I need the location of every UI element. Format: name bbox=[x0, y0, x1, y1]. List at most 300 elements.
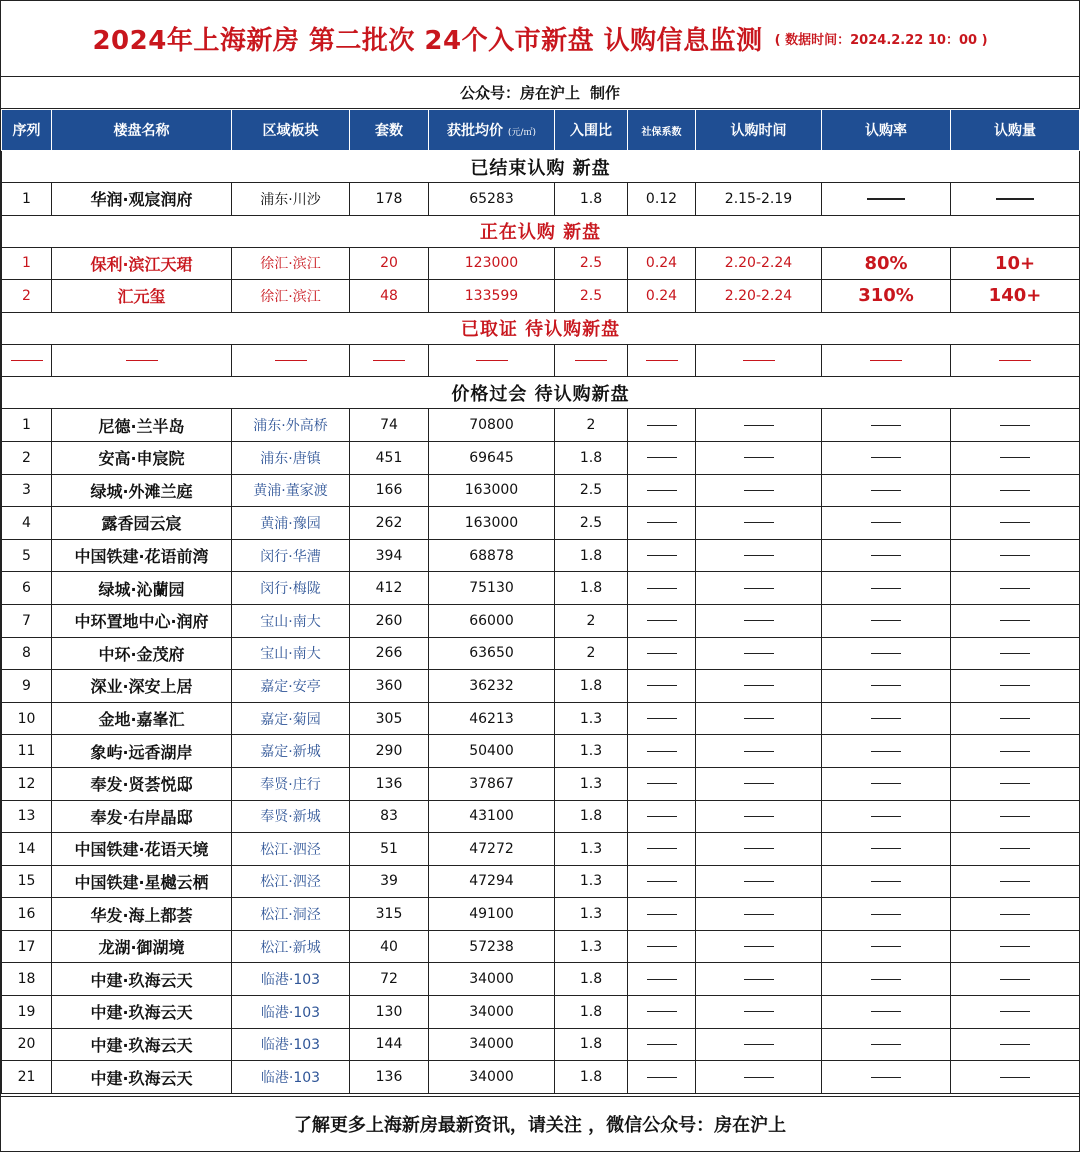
dash-mark bbox=[871, 848, 901, 849]
cell-social: 0.12 bbox=[628, 183, 696, 216]
cell-time bbox=[696, 996, 822, 1029]
cell-ratio: 1.3 bbox=[555, 833, 628, 866]
cell-units: 40 bbox=[350, 930, 429, 963]
cell-area: 浦东·川沙 bbox=[232, 183, 350, 216]
cell-amount bbox=[951, 996, 1080, 1029]
dash-mark bbox=[476, 360, 508, 361]
cell-social bbox=[628, 930, 696, 963]
dash-mark bbox=[647, 718, 677, 719]
cell-area: 嘉定·菊园 bbox=[232, 702, 350, 735]
cell-rate bbox=[822, 996, 951, 1029]
cell-social bbox=[628, 702, 696, 735]
cell-price: 57238 bbox=[429, 930, 555, 963]
dash-mark bbox=[871, 914, 901, 915]
cell-social bbox=[628, 800, 696, 833]
dash-mark bbox=[999, 360, 1031, 361]
dash-mark bbox=[647, 522, 677, 523]
table-row bbox=[2, 670, 1080, 703]
cell-price: 163000 bbox=[429, 474, 555, 507]
dash-mark bbox=[647, 457, 677, 458]
cell-social bbox=[628, 1061, 696, 1094]
header-ratio: 入围比 bbox=[555, 110, 628, 151]
cell-time bbox=[696, 930, 822, 963]
dash-mark bbox=[1000, 425, 1030, 426]
cell-amount bbox=[951, 507, 1080, 540]
cell-rate bbox=[822, 474, 951, 507]
cell-units: 290 bbox=[350, 735, 429, 768]
cell-rate bbox=[822, 1061, 951, 1094]
cell-index: 21 bbox=[2, 1061, 52, 1094]
cell-name: 华润·观宸润府 bbox=[52, 183, 232, 216]
cell-time bbox=[696, 604, 822, 637]
cell-amount bbox=[951, 441, 1080, 474]
cell-ratio: 2 bbox=[555, 409, 628, 442]
dash-mark bbox=[871, 555, 901, 556]
cell-time bbox=[696, 409, 822, 442]
table-row bbox=[2, 572, 1080, 605]
cell-amount bbox=[951, 183, 1080, 216]
cell-rate bbox=[822, 670, 951, 703]
dash-mark bbox=[744, 457, 774, 458]
dash-mark bbox=[647, 588, 677, 589]
cell-amount bbox=[951, 930, 1080, 963]
page-title: 2024年上海新房 第二批次 24个入市新盘 认购信息监测 bbox=[92, 26, 763, 56]
header-index: 序列 bbox=[2, 110, 52, 151]
cell-time bbox=[696, 898, 822, 931]
table-row bbox=[2, 930, 1080, 963]
cell-price: 70800 bbox=[429, 409, 555, 442]
dash-mark bbox=[1000, 816, 1030, 817]
cell-price: 49100 bbox=[429, 898, 555, 931]
subtitle-bar bbox=[1, 77, 1079, 109]
table-row bbox=[2, 344, 1080, 377]
cell-time bbox=[696, 963, 822, 996]
cell-units: 178 bbox=[350, 183, 429, 216]
cell-name: 露香园云宸 bbox=[52, 507, 232, 540]
cell-area: 嘉定·安亭 bbox=[232, 670, 350, 703]
dash-mark bbox=[126, 360, 158, 361]
cell-ratio: 1.8 bbox=[555, 996, 628, 1029]
cell-social: 0.24 bbox=[628, 247, 696, 280]
cell-price: 66000 bbox=[429, 604, 555, 637]
cell-area: 松江·泗泾 bbox=[232, 865, 350, 898]
cell-units: 136 bbox=[350, 1061, 429, 1094]
table-row bbox=[2, 963, 1080, 996]
cell-amount bbox=[951, 1028, 1080, 1061]
cell-index: 2 bbox=[2, 441, 52, 474]
dash-mark bbox=[647, 816, 677, 817]
dash-mark bbox=[871, 588, 901, 589]
data-time-note: ( 数据时间：2024.2.22 10：00 ) bbox=[774, 33, 988, 48]
header-price-unit: (元/㎡) bbox=[507, 128, 536, 138]
cell-time bbox=[696, 767, 822, 800]
dash-mark bbox=[871, 1011, 901, 1012]
cell-name: 汇元玺 bbox=[52, 280, 232, 313]
cell-area: 松江·泗泾 bbox=[232, 833, 350, 866]
cell-time bbox=[696, 735, 822, 768]
dash-mark bbox=[1000, 588, 1030, 589]
cell-name: 中环·金茂府 bbox=[52, 637, 232, 670]
cell-name: 绿城·沁蘭园 bbox=[52, 572, 232, 605]
dash-mark bbox=[647, 620, 677, 621]
subtitle-label: 公众号：房在沪上 bbox=[459, 84, 580, 102]
cell-area: 奉贤·庄行 bbox=[232, 767, 350, 800]
dash-mark bbox=[275, 360, 307, 361]
cell-area: 黄浦·豫园 bbox=[232, 507, 350, 540]
dash-mark bbox=[11, 360, 43, 361]
cell-name: 中建·玖海云天 bbox=[52, 1028, 232, 1061]
cell-time bbox=[696, 1061, 822, 1094]
dash-mark bbox=[871, 718, 901, 719]
dash-mark bbox=[647, 685, 677, 686]
cell-index: 3 bbox=[2, 474, 52, 507]
cell-name: 绿城·外滩兰庭 bbox=[52, 474, 232, 507]
dash-mark bbox=[646, 360, 678, 361]
cell-index: 8 bbox=[2, 637, 52, 670]
header-price-label: 获批均价 bbox=[447, 123, 504, 139]
cell-ratio: 1.8 bbox=[555, 963, 628, 996]
cell-index: 12 bbox=[2, 767, 52, 800]
dash-mark bbox=[647, 979, 677, 980]
cell-empty bbox=[232, 344, 350, 377]
cell-amount bbox=[951, 409, 1080, 442]
cell-area: 徐汇·滨江 bbox=[232, 280, 350, 313]
cell-amount bbox=[951, 474, 1080, 507]
cell-index: 20 bbox=[2, 1028, 52, 1061]
header-area: 区域板块 bbox=[232, 110, 350, 151]
dash-mark bbox=[647, 1011, 677, 1012]
dash-mark bbox=[744, 653, 774, 654]
cell-ratio: 1.8 bbox=[555, 1028, 628, 1061]
dash-mark bbox=[871, 653, 901, 654]
cell-empty bbox=[429, 344, 555, 377]
cell-units: 260 bbox=[350, 604, 429, 637]
table-row bbox=[2, 247, 1080, 280]
cell-name: 安高·申宸院 bbox=[52, 441, 232, 474]
dash-mark bbox=[744, 685, 774, 686]
dash-mark bbox=[647, 425, 677, 426]
cell-time bbox=[696, 833, 822, 866]
cell-amount bbox=[951, 572, 1080, 605]
cell-index: 14 bbox=[2, 833, 52, 866]
table-row bbox=[2, 865, 1080, 898]
cell-units: 166 bbox=[350, 474, 429, 507]
cell-price: 69645 bbox=[429, 441, 555, 474]
cell-empty bbox=[628, 344, 696, 377]
dash-mark bbox=[871, 816, 901, 817]
cell-social bbox=[628, 572, 696, 605]
section-label: 正在认购 新盘 bbox=[2, 215, 1080, 247]
cell-social bbox=[628, 767, 696, 800]
cell-price: 47272 bbox=[429, 833, 555, 866]
dash-mark bbox=[1000, 1011, 1030, 1012]
cell-price: 63650 bbox=[429, 637, 555, 670]
dash-mark bbox=[870, 360, 902, 361]
cell-social bbox=[628, 409, 696, 442]
dash-mark bbox=[871, 425, 901, 426]
cell-time: 2.20-2.24 bbox=[696, 247, 822, 280]
dash-mark bbox=[744, 1011, 774, 1012]
table-row bbox=[2, 507, 1080, 540]
cell-index: 13 bbox=[2, 800, 52, 833]
title-bar bbox=[1, 1, 1079, 77]
dash-mark bbox=[744, 718, 774, 719]
dash-mark bbox=[1000, 1077, 1030, 1078]
cell-social bbox=[628, 865, 696, 898]
cell-time bbox=[696, 800, 822, 833]
cell-price: 36232 bbox=[429, 670, 555, 703]
cell-empty bbox=[822, 344, 951, 377]
cell-area: 闵行·华漕 bbox=[232, 539, 350, 572]
dash-mark bbox=[1000, 914, 1030, 915]
cell-ratio: 2 bbox=[555, 637, 628, 670]
cell-empty bbox=[951, 344, 1080, 377]
cell-index: 4 bbox=[2, 507, 52, 540]
cell-units: 360 bbox=[350, 670, 429, 703]
cell-index: 18 bbox=[2, 963, 52, 996]
dash-mark bbox=[744, 979, 774, 980]
cell-amount bbox=[951, 735, 1080, 768]
cell-ratio: 1.8 bbox=[555, 441, 628, 474]
cell-area: 宝山·南大 bbox=[232, 637, 350, 670]
cell-units: 315 bbox=[350, 898, 429, 931]
dash-mark bbox=[744, 1077, 774, 1078]
cell-rate bbox=[822, 702, 951, 735]
section-label: 已结束认购 新盘 bbox=[2, 151, 1080, 183]
cell-units: 83 bbox=[350, 800, 429, 833]
dash-mark bbox=[1000, 457, 1030, 458]
cell-rate bbox=[822, 963, 951, 996]
dash-mark bbox=[1000, 1044, 1030, 1045]
cell-rate bbox=[822, 1028, 951, 1061]
cell-name: 尼德·兰半岛 bbox=[52, 409, 232, 442]
dash-mark bbox=[996, 198, 1034, 200]
cell-units: 266 bbox=[350, 637, 429, 670]
dash-mark bbox=[744, 946, 774, 947]
cell-ratio: 1.8 bbox=[555, 670, 628, 703]
cell-name: 中国铁建·星樾云栖 bbox=[52, 865, 232, 898]
cell-name: 中国铁建·花语天境 bbox=[52, 833, 232, 866]
dash-mark bbox=[744, 783, 774, 784]
cell-name: 金地·嘉峯汇 bbox=[52, 702, 232, 735]
table-row bbox=[2, 996, 1080, 1029]
cell-units: 51 bbox=[350, 833, 429, 866]
cell-area: 浦东·外高桥 bbox=[232, 409, 350, 442]
cell-rate: 80% bbox=[822, 247, 951, 280]
table-row bbox=[2, 637, 1080, 670]
cell-social bbox=[628, 637, 696, 670]
dash-mark bbox=[743, 360, 775, 361]
cell-name: 保利·滨江天珺 bbox=[52, 247, 232, 280]
cell-amount bbox=[951, 833, 1080, 866]
cell-time bbox=[696, 572, 822, 605]
cell-price: 75130 bbox=[429, 572, 555, 605]
dash-mark bbox=[647, 653, 677, 654]
dash-mark bbox=[647, 1077, 677, 1078]
cell-amount bbox=[951, 898, 1080, 931]
cell-price: 43100 bbox=[429, 800, 555, 833]
dash-mark bbox=[1000, 848, 1030, 849]
dash-mark bbox=[744, 490, 774, 491]
cell-units: 412 bbox=[350, 572, 429, 605]
cell-units: 39 bbox=[350, 865, 429, 898]
footer-note: 了解更多上海新房最新资讯，请关注 ，微信公众号：房在沪上 bbox=[1, 1096, 1079, 1151]
cell-units: 144 bbox=[350, 1028, 429, 1061]
cell-social bbox=[628, 833, 696, 866]
cell-index: 1 bbox=[2, 409, 52, 442]
dash-mark bbox=[647, 881, 677, 882]
dash-mark bbox=[867, 198, 905, 200]
cell-units: 262 bbox=[350, 507, 429, 540]
dash-mark bbox=[744, 425, 774, 426]
cell-rate: 310% bbox=[822, 280, 951, 313]
dash-mark bbox=[373, 360, 405, 361]
cell-social bbox=[628, 604, 696, 637]
cell-social bbox=[628, 735, 696, 768]
dash-mark bbox=[1000, 653, 1030, 654]
table-row bbox=[2, 800, 1080, 833]
cell-units: 48 bbox=[350, 280, 429, 313]
section-certified bbox=[2, 312, 1080, 344]
cell-amount bbox=[951, 539, 1080, 572]
cell-social bbox=[628, 996, 696, 1029]
cell-area: 黄浦·董家渡 bbox=[232, 474, 350, 507]
cell-area: 松江·洞泾 bbox=[232, 898, 350, 931]
cell-social bbox=[628, 898, 696, 931]
dash-mark bbox=[871, 522, 901, 523]
cell-amount: 140+ bbox=[951, 280, 1080, 313]
cell-ratio: 1.8 bbox=[555, 1061, 628, 1094]
cell-area: 奉贤·新城 bbox=[232, 800, 350, 833]
header-units: 套数 bbox=[350, 110, 429, 151]
cell-area: 临港·103 bbox=[232, 963, 350, 996]
cell-time: 2.15-2.19 bbox=[696, 183, 822, 216]
dash-mark bbox=[647, 914, 677, 915]
cell-name: 象屿·远香湖岸 bbox=[52, 735, 232, 768]
dash-mark bbox=[744, 1044, 774, 1045]
cell-units: 20 bbox=[350, 247, 429, 280]
header-name: 楼盘名称 bbox=[52, 110, 232, 151]
cell-ratio: 1.8 bbox=[555, 800, 628, 833]
cell-rate bbox=[822, 604, 951, 637]
cell-price: 68878 bbox=[429, 539, 555, 572]
cell-social bbox=[628, 539, 696, 572]
cell-ratio: 2.5 bbox=[555, 507, 628, 540]
header-social: 社保系数 bbox=[628, 110, 696, 151]
cell-ratio: 1.3 bbox=[555, 898, 628, 931]
cell-amount: 10+ bbox=[951, 247, 1080, 280]
cell-index: 19 bbox=[2, 996, 52, 1029]
dash-mark bbox=[1000, 522, 1030, 523]
cell-index: 2 bbox=[2, 280, 52, 313]
dash-mark bbox=[871, 1044, 901, 1045]
cell-social bbox=[628, 1028, 696, 1061]
dash-mark bbox=[744, 914, 774, 915]
cell-price: 34000 bbox=[429, 963, 555, 996]
cell-price: 163000 bbox=[429, 507, 555, 540]
cell-ratio: 2.5 bbox=[555, 247, 628, 280]
cell-rate bbox=[822, 767, 951, 800]
cell-time bbox=[696, 507, 822, 540]
table-row bbox=[2, 767, 1080, 800]
cell-units: 394 bbox=[350, 539, 429, 572]
cell-ratio: 1.8 bbox=[555, 572, 628, 605]
table-row bbox=[2, 833, 1080, 866]
section-ongoing bbox=[2, 215, 1080, 247]
subtitle-suffix: 制作 bbox=[590, 84, 621, 102]
dash-mark bbox=[647, 783, 677, 784]
dash-mark bbox=[871, 457, 901, 458]
section-label: 价格过会 待认购新盘 bbox=[2, 377, 1080, 409]
cell-area: 浦东·唐镇 bbox=[232, 441, 350, 474]
cell-name: 中建·玖海云天 bbox=[52, 996, 232, 1029]
cell-name: 中建·玖海云天 bbox=[52, 1061, 232, 1094]
header-amount: 认购量 bbox=[951, 110, 1080, 151]
cell-price: 34000 bbox=[429, 1061, 555, 1094]
table-row bbox=[2, 1028, 1080, 1061]
cell-name: 奉发·贤荟悦邸 bbox=[52, 767, 232, 800]
dash-mark bbox=[575, 360, 607, 361]
dash-mark bbox=[871, 490, 901, 491]
dash-mark bbox=[1000, 555, 1030, 556]
cell-ratio: 1.3 bbox=[555, 702, 628, 735]
cell-amount bbox=[951, 865, 1080, 898]
cell-rate bbox=[822, 409, 951, 442]
table-row bbox=[2, 183, 1080, 216]
cell-area: 徐汇·滨江 bbox=[232, 247, 350, 280]
dash-mark bbox=[1000, 620, 1030, 621]
header-price bbox=[429, 110, 555, 151]
cell-rate bbox=[822, 572, 951, 605]
dash-mark bbox=[744, 848, 774, 849]
cell-ratio: 1.8 bbox=[555, 183, 628, 216]
header-rate: 认购率 bbox=[822, 110, 951, 151]
dash-mark bbox=[744, 816, 774, 817]
cell-price: 123000 bbox=[429, 247, 555, 280]
cell-rate bbox=[822, 441, 951, 474]
cell-area: 闵行·梅陇 bbox=[232, 572, 350, 605]
cell-amount bbox=[951, 1061, 1080, 1094]
table-row bbox=[2, 1061, 1080, 1094]
cell-area: 临港·103 bbox=[232, 1061, 350, 1094]
table-row bbox=[2, 280, 1080, 313]
dash-mark bbox=[871, 685, 901, 686]
dash-mark bbox=[744, 522, 774, 523]
cell-name: 奉发·右岸晶邸 bbox=[52, 800, 232, 833]
section-label: 已取证 待认购新盘 bbox=[2, 312, 1080, 344]
table-row bbox=[2, 539, 1080, 572]
cell-index: 9 bbox=[2, 670, 52, 703]
cell-price: 47294 bbox=[429, 865, 555, 898]
cell-price: 34000 bbox=[429, 1028, 555, 1061]
cell-units: 136 bbox=[350, 767, 429, 800]
cell-rate bbox=[822, 833, 951, 866]
cell-empty bbox=[696, 344, 822, 377]
dash-mark bbox=[1000, 946, 1030, 947]
dash-mark bbox=[1000, 751, 1030, 752]
cell-social bbox=[628, 670, 696, 703]
cell-units: 451 bbox=[350, 441, 429, 474]
dash-mark bbox=[647, 490, 677, 491]
cell-amount bbox=[951, 604, 1080, 637]
cell-rate bbox=[822, 183, 951, 216]
dash-mark bbox=[744, 751, 774, 752]
cell-empty bbox=[2, 344, 52, 377]
cell-social bbox=[628, 441, 696, 474]
cell-index: 17 bbox=[2, 930, 52, 963]
cell-area: 临港·103 bbox=[232, 1028, 350, 1061]
cell-units: 72 bbox=[350, 963, 429, 996]
